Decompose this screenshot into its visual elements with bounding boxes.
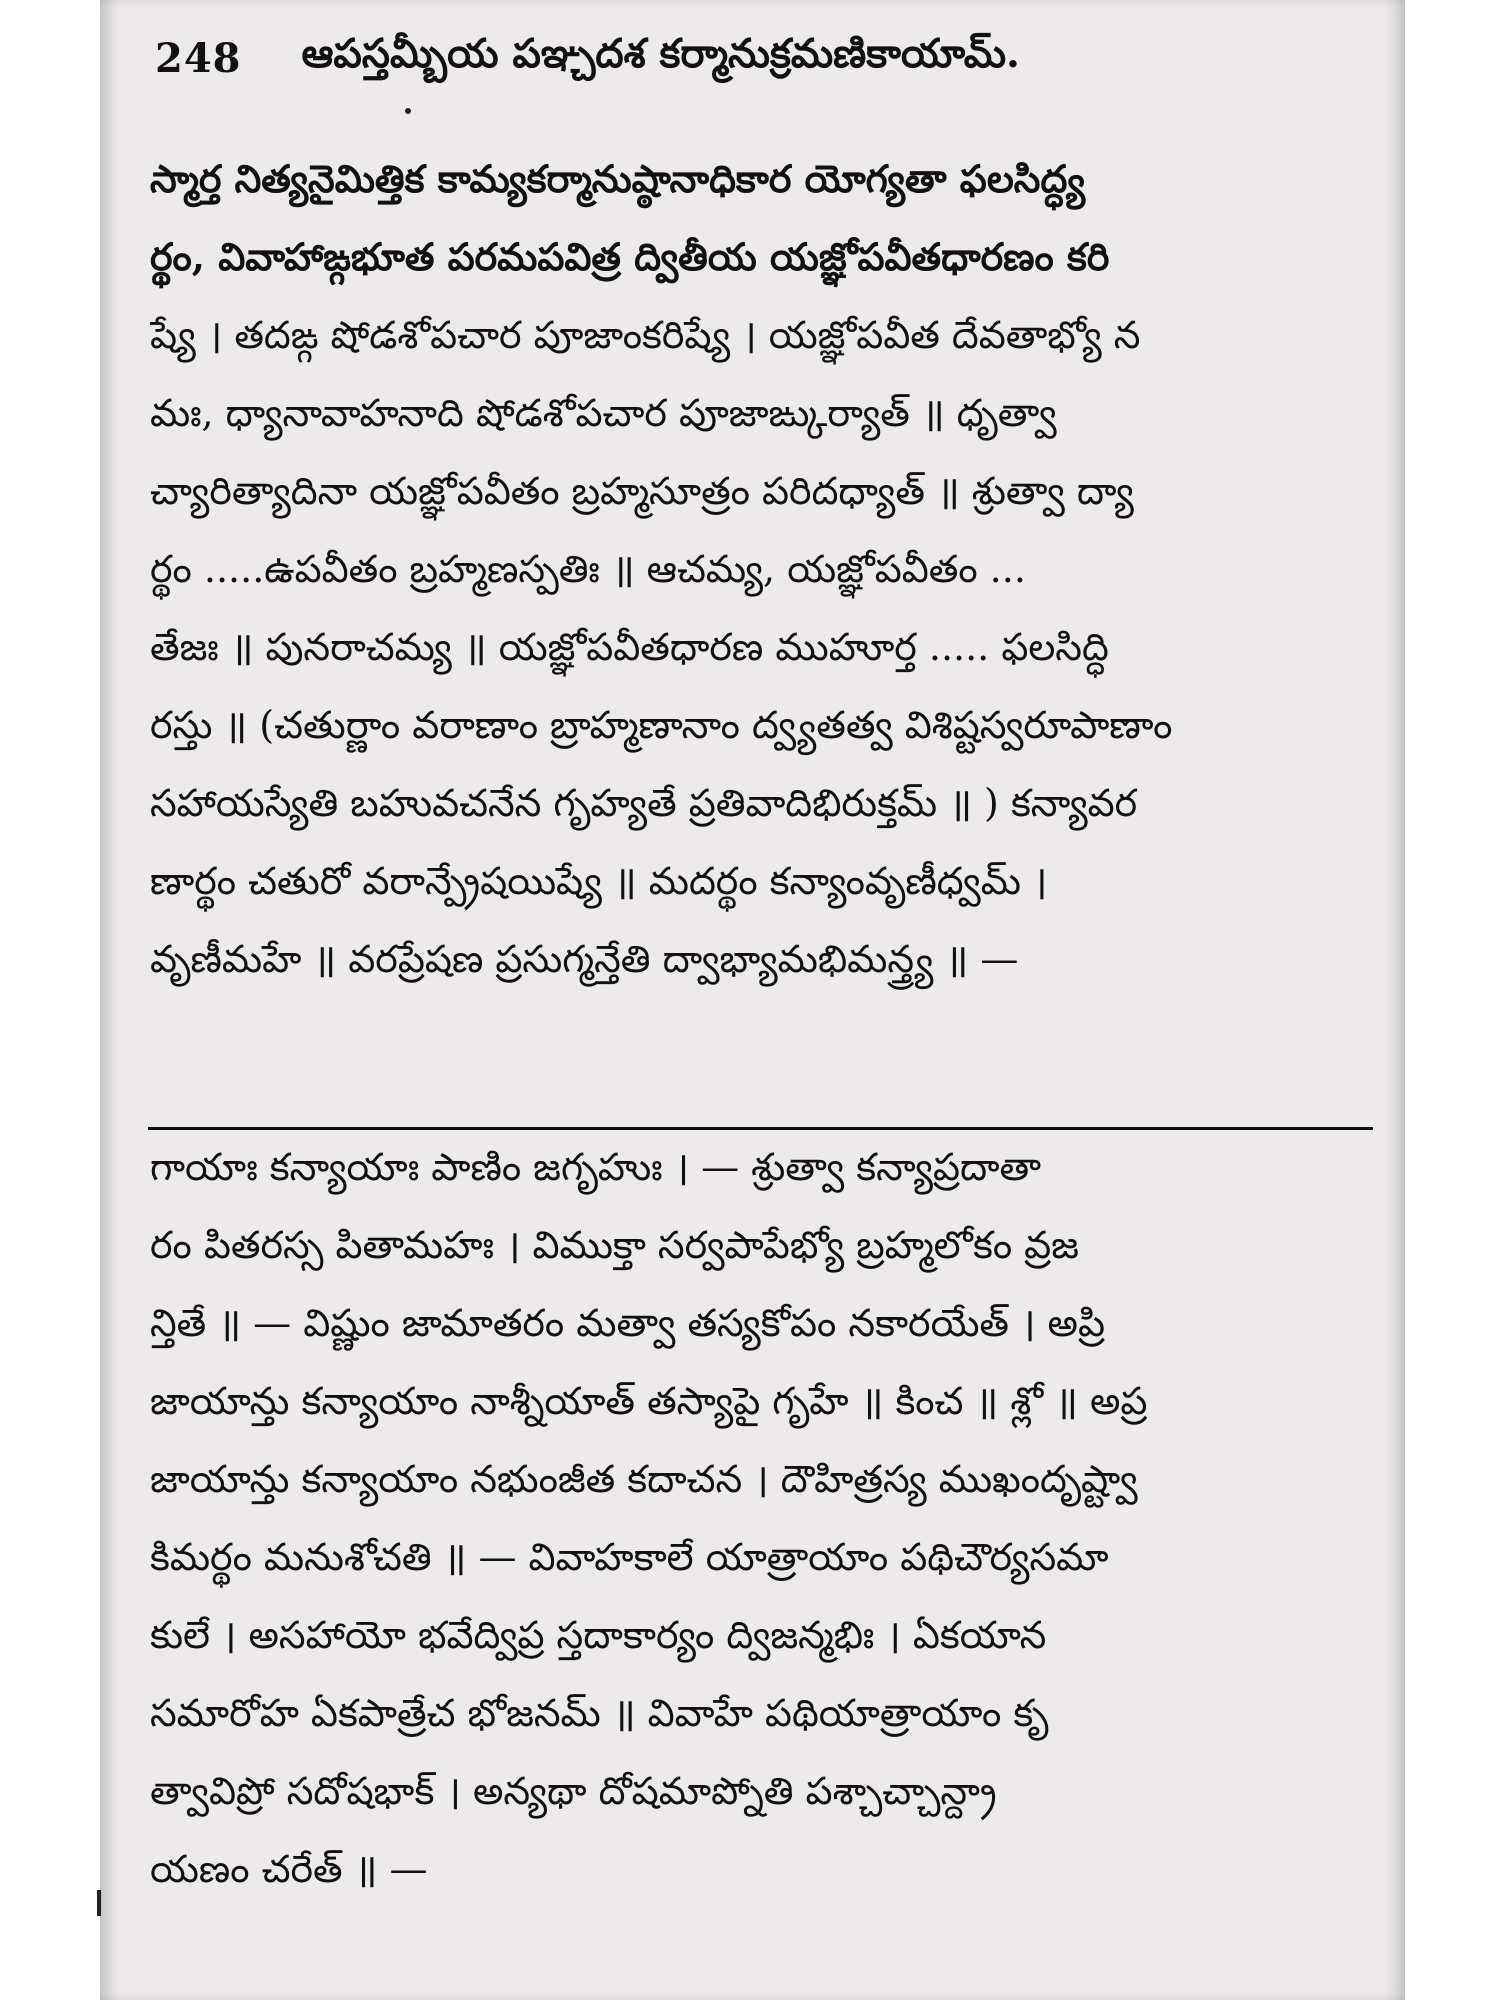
page-number: 248 — [155, 34, 242, 82]
text-line: ష్యే । తదఙ్గ షోడశోపచార పూజాంకరిష్యే । యజ్ఞోపవీత దేవతాభ్యో న — [150, 313, 1141, 357]
footnote-text-block — [150, 1128, 1390, 1908]
text-line: ర్థం .....ఉపవీతం బ్రహ్మణస్పతిః ॥ ఆచమ్య, యజ్ఞోపవీతం ... — [150, 547, 1026, 591]
page-header — [155, 28, 1315, 88]
footnote-line: న్తితే ॥ — విష్ణుం జామాతరం మత్వా తస్యకోపం నకారయేత్ । అప్రి — [150, 1301, 1105, 1345]
text-line: చ్యారిత్యాదినా యజ్ఞోపవీతం బ్రహ్మసూత్రం పరిదధ్యాత్ ॥ శ్రుత్వా ద్యా — [150, 469, 1134, 513]
footnote-line: యణం చరేత్ ॥ — — [150, 1847, 428, 1891]
footnote-line: జాయాన్తు కన్యాయాం నాశ్నీయాత్ తస్యాపై గృహే ॥ కించ ॥ శ్లో ॥ అప్ర — [150, 1379, 1148, 1423]
running-title: ఆపస్తమ్బీయ పఞ్చదశ కర్మానుక్రమణికాయామ్. — [301, 29, 1020, 77]
footnote-line: కులే । అసహాయో భవేద్విప్ర స్తదాకార్యం ద్విజన్మభిః । ఏకయాన — [150, 1613, 1047, 1657]
footnote-line: గాయాః కన్యాయాః పాణిం జగృహుః । — శ్రుత్వా కన్యాప్రదాతా — [150, 1145, 1042, 1189]
text-line: ర్థం, వివాహాఙ్గభూత పరమపవిత్ర ద్వితీయ యజ్ఞోపవీతధారణం కరి — [150, 234, 1110, 279]
main-text-block — [150, 140, 1390, 998]
text-line: స్మార్త నిత్యనైమిత్తిక కామ్యకర్మానుష్ఠానాధికార యోగ్యతా ఫలసిద్ధ్య — [150, 156, 1086, 201]
footnote-line: రం పితరస్స పితామహః । విముక్తా సర్వపాపేభ్యో బ్రహ్మలోకం వ్రజ — [150, 1223, 1079, 1267]
footnote-line: త్వావిప్రో సదోషభాక్ । అన్యథా దోషమాప్నోతి పశ్చాచ్చాన్ద్రా — [150, 1769, 997, 1813]
gutter-mark — [97, 1890, 101, 1916]
text-line: మః, ధ్యానావాహనాది షోడశోపచార పూజాఙ్కుర్యాత్ ॥ ధృత్వా — [150, 391, 1057, 435]
footnote-line: కిమర్థం మనుశోచతి ॥ — వివాహకాలే యాత్రాయాం పథిచౌర్యసమా — [150, 1535, 1109, 1579]
text-line: తేజః ॥ పునరాచమ్య ॥ యజ్ఞోపవీతధారణ ముహూర్త ..... ఫలసిద్ధి — [150, 625, 1109, 669]
footnote-line: సమారోహ ఏకపాత్రేచ భోజనమ్ ॥ వివాహే పథియాత్రాయాం కృ — [150, 1691, 1049, 1735]
text-line: వృణీమహే ॥ వరప్రేషణ ప్రసుగ్మన్తేతి ద్వాభ్యామభిమన్త్ర్య ॥ — — [150, 937, 1019, 981]
printer-dot — [405, 108, 411, 114]
text-line: ణార్థం చతురో వరాన్ప్రేషయిష్యే ॥ మదర్థం కన్యాంవృణీధ్వమ్ । — [150, 859, 1048, 903]
text-line: రస్తు ॥ (చతుర్ణాం వరాణాం బ్రాహ్మణానాం ద్వ్యతత్వ విశిష్టస్వరూపాణాం — [150, 703, 1173, 747]
text-line: సహాయస్యేతి బహువచనేన గృహ్యతే ప్రతివాదిభిరుక్తమ్ ॥ ) కన్యావర — [150, 781, 1138, 825]
footnote-line: జాయాన్తు కన్యాయాం నభుంజీత కదాచన । దౌహిత్రస్య ముఖందృష్ట్వా — [150, 1457, 1138, 1501]
